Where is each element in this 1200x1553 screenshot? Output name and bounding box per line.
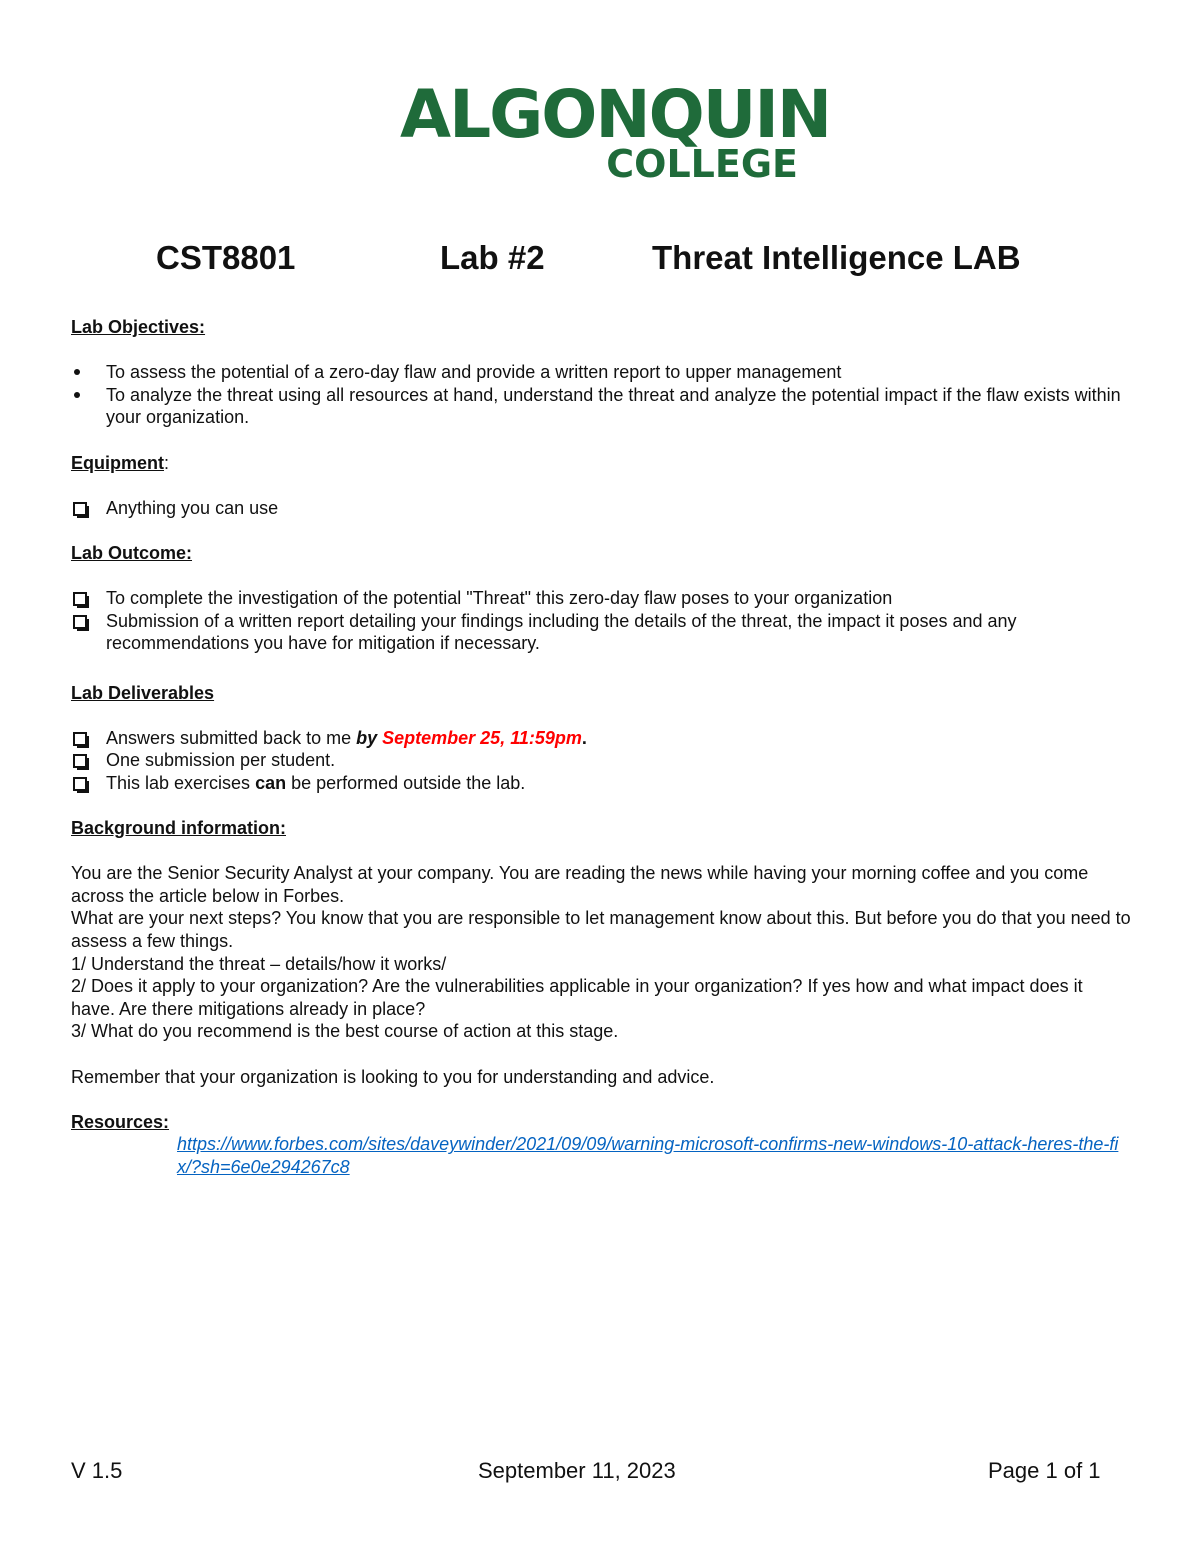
algonquin-college-logo	[400, 76, 831, 186]
lab-number: Lab #2	[440, 239, 545, 276]
deadline: September 25, 11:59pm	[382, 727, 582, 748]
deliverable-item: One submission per student.	[71, 749, 1131, 772]
page-footer	[0, 1458, 1200, 1486]
checkbox-icon	[73, 777, 87, 791]
outcome-heading: Lab Outcome:	[71, 542, 193, 563]
checkbox-icon	[73, 732, 87, 746]
objective-item: To assess the potential of a zero-day flaw and provide a written report to upper management	[71, 361, 1131, 384]
outcome-item: Submission of a written report detailing your findings including the details of the threat, the impact it poses and any recommendations you have for mitigation if necessary.	[71, 610, 1131, 655]
footer-page-number: Page 1 of 1	[988, 1458, 1101, 1483]
objectives-heading: Lab Objectives:	[71, 317, 206, 337]
resources-heading: Resources:	[71, 1111, 170, 1132]
footer-version: V 1.5	[71, 1458, 123, 1483]
checkbox-icon	[73, 754, 87, 768]
background-paragraph: You are the Senior Security Analyst at your company. You are reading the news while having your morning coffee and you come across the article below in Forbes.	[71, 863, 1089, 906]
deliverable-item: This lab exercises can be performed outside the lab.	[71, 772, 1131, 795]
document-body	[71, 316, 1131, 1179]
objective-item: To analyze the threat using all resources at hand, understand the threat and analyze the potential impact if the flaw exists within your organization.	[71, 384, 1131, 429]
checkbox-icon	[73, 502, 87, 516]
resources-link-block	[71, 1133, 1131, 1178]
equipment-item: Anything you can use	[71, 497, 1131, 520]
background-paragraph: What are your next steps? You know that you are responsible to let management know about this. But before you do that you need to assess a few things.	[71, 908, 1131, 952]
bullet-icon	[74, 369, 80, 375]
equipment-heading-row: Equipment:	[71, 452, 170, 473]
document-title	[0, 238, 1200, 282]
deliverable-item: Answers submitted back to me by September 25, 11:59pm.	[71, 727, 1131, 750]
footer-date: September 11, 2023	[478, 1458, 676, 1483]
outcome-item: To complete the investigation of the potential "Threat" this zero-day flaw poses to your organization	[71, 587, 1131, 610]
course-code: CST8801	[156, 239, 296, 276]
checkbox-icon	[73, 592, 87, 606]
logo-text-college: COLLEGE	[606, 142, 798, 186]
bullet-icon	[74, 392, 80, 398]
background-heading: Background information:	[71, 818, 286, 839]
forbes-article-link[interactable]: https://www.forbes.com/sites/daveywinder/2021/09/09/warning-microsoft-confirms-new-windows-10-attack-heres-the-fix/?sh=6e0e294267c8	[177, 1134, 1119, 1177]
logo-text-algonquin: ALGONQUIN	[400, 76, 831, 153]
equipment-heading: Equipment	[71, 452, 164, 473]
deliverables-heading: Lab Deliverables	[71, 682, 215, 703]
background-step: 1/ Understand the threat – details/how it works/	[71, 953, 447, 974]
checkbox-icon	[73, 615, 87, 629]
background-step: 3/ What do you recommend is the best course of action at this stage.	[71, 1021, 619, 1042]
background-closing: Remember that your organization is looking to you for understanding and advice.	[71, 1066, 715, 1087]
lab-name: Threat Intelligence LAB	[652, 239, 1021, 276]
background-step: 2/ Does it apply to your organization? Are the vulnerabilities applicable in your organization? If yes how and what impact does it have. Are there mitigations already in place?	[71, 976, 1083, 1019]
